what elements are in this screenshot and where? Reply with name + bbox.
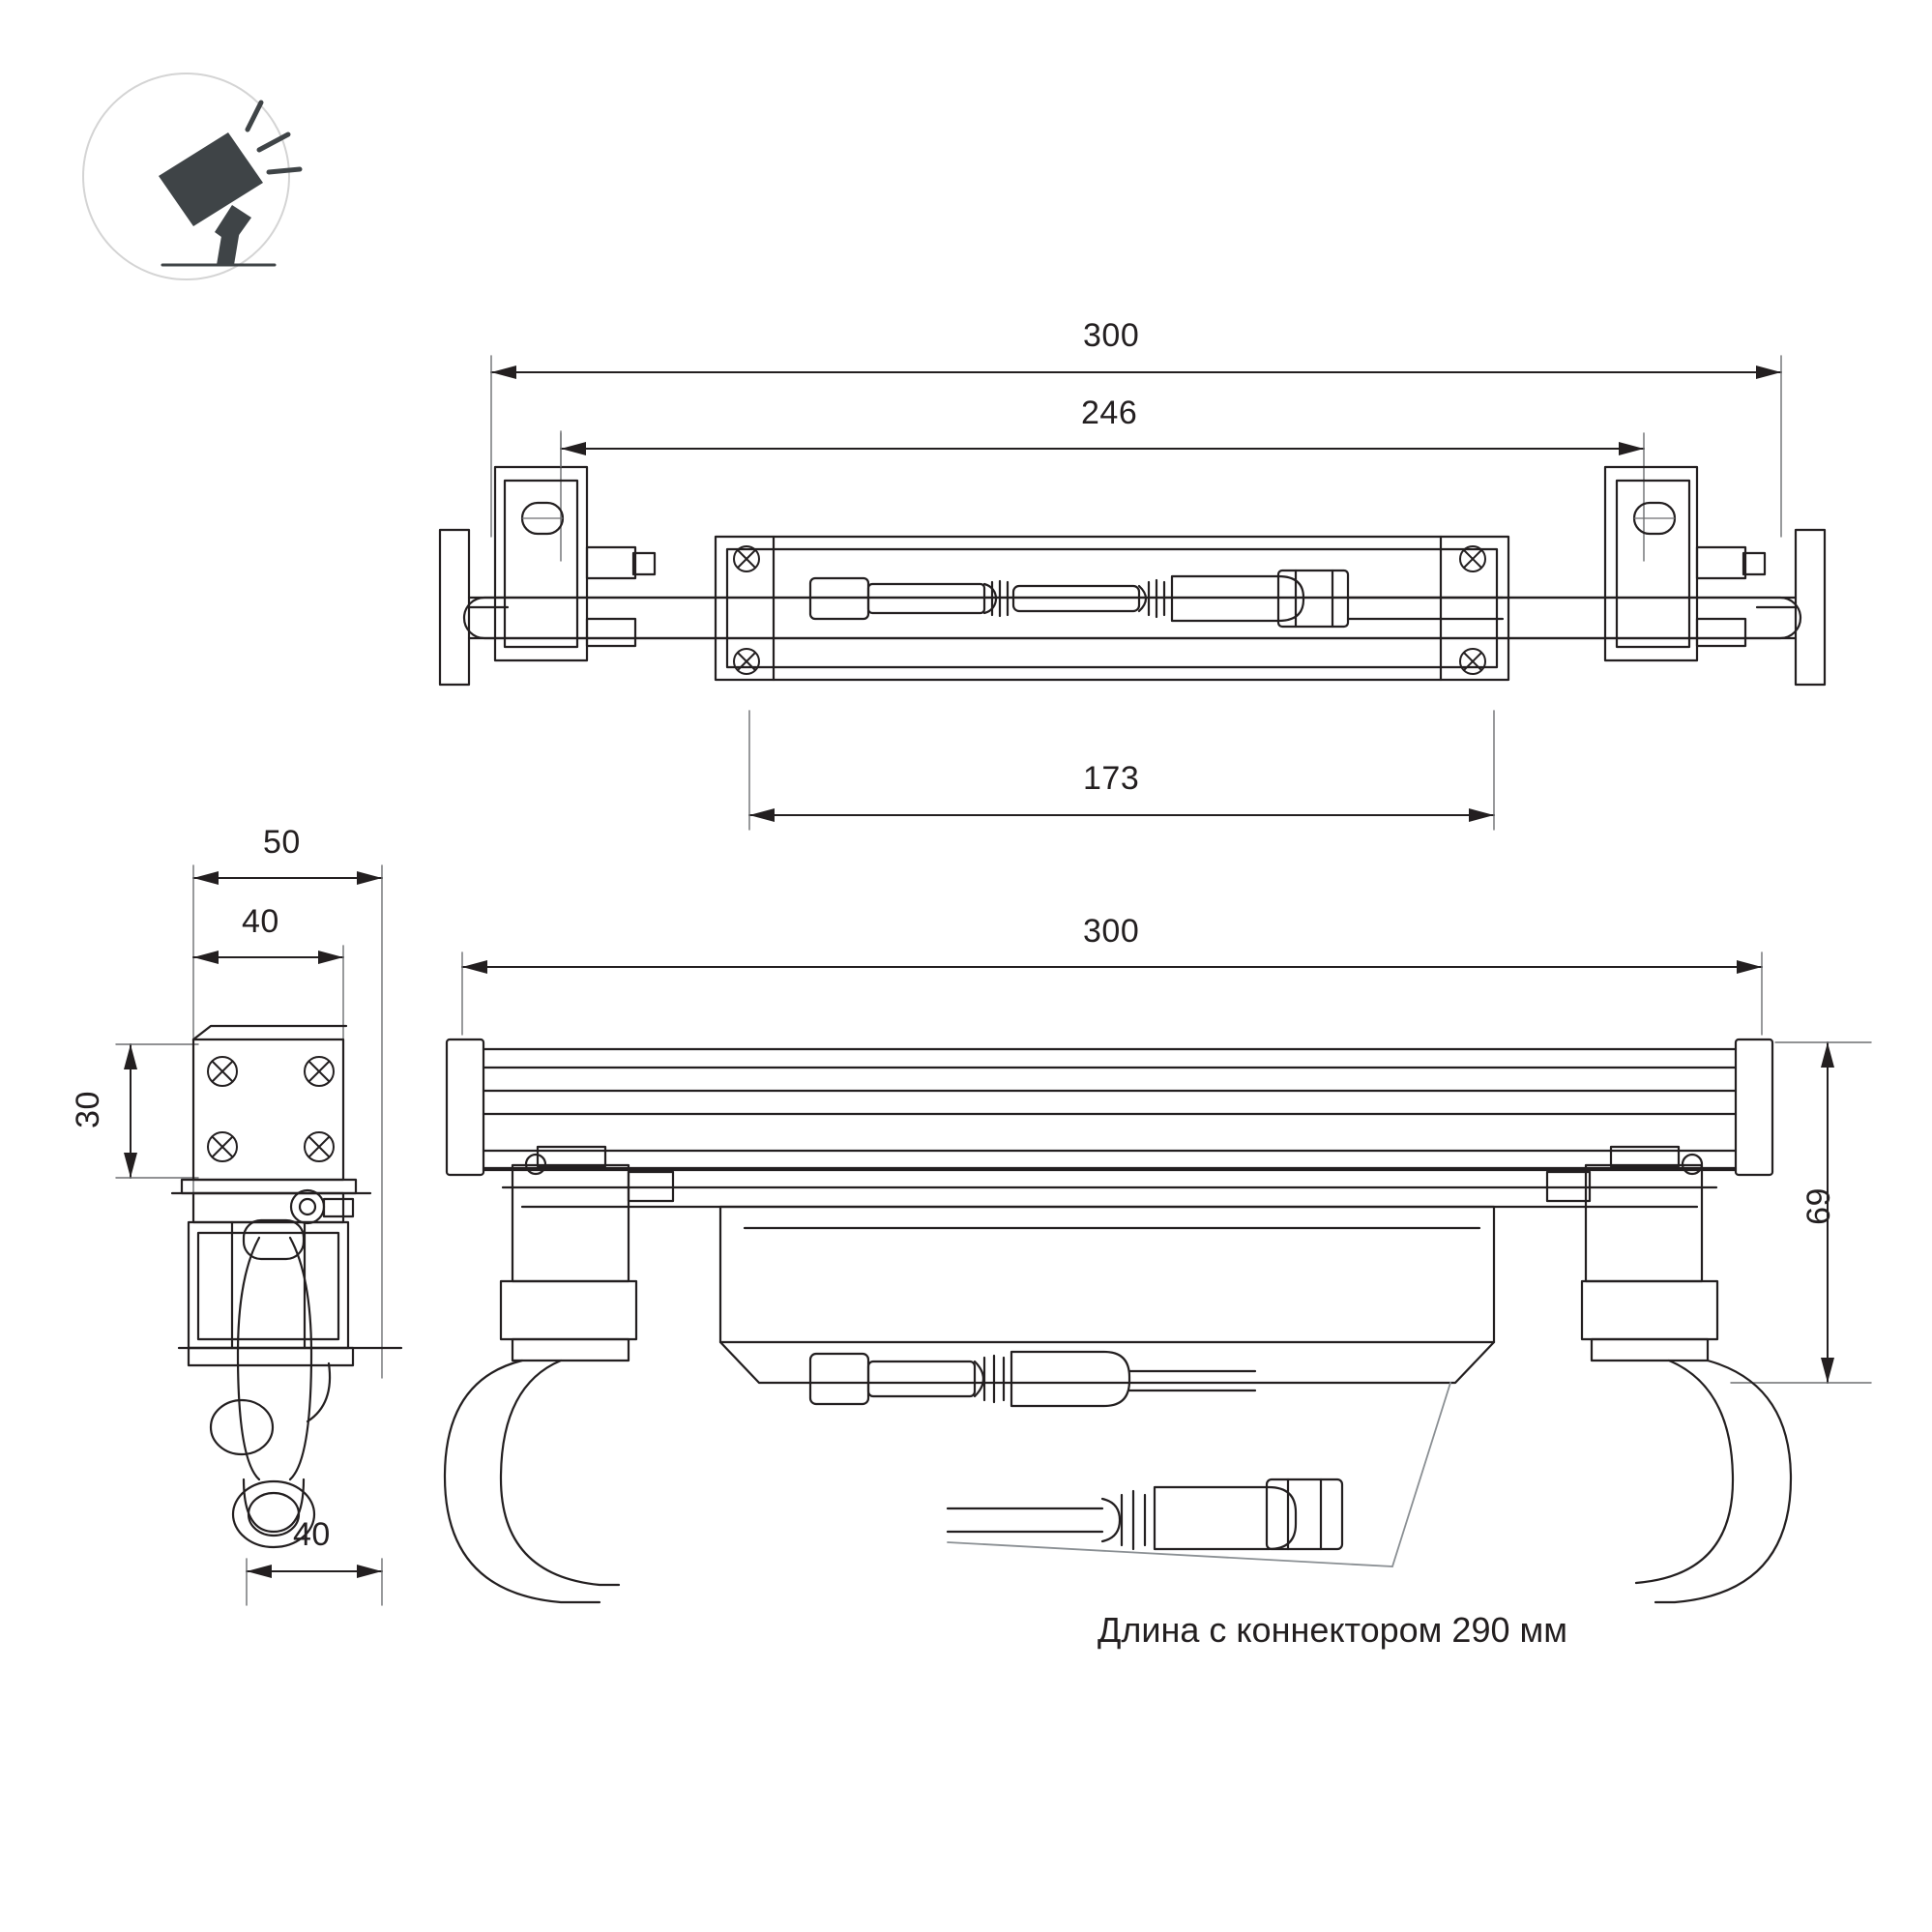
dim-label-300-top: 300 (1083, 317, 1140, 354)
front-view-geometry (445, 1039, 1791, 1602)
dim-40-bottom (247, 1559, 382, 1605)
dim-label-40-bottom: 40 (293, 1516, 331, 1553)
dim-label-50: 50 (263, 824, 301, 861)
dim-label-40-top: 40 (242, 903, 279, 940)
dim-50 (193, 865, 382, 1378)
dim-label-173: 173 (1083, 760, 1140, 797)
dim-label-300-front: 300 (1083, 913, 1140, 950)
dim-30 (116, 1044, 198, 1178)
cable-length-note: Длина с коннектором 290 мм (1098, 1610, 1567, 1650)
spotlight-on-ground-icon (159, 102, 300, 265)
dim-246 (561, 433, 1644, 561)
side-view-geometry (172, 1026, 401, 1547)
top-view-geometry (440, 431, 1825, 685)
dim-300-top (491, 356, 1781, 537)
dim-label-246: 246 (1081, 395, 1138, 431)
dim-300-front (462, 952, 1762, 1035)
dim-label-30: 30 (69, 1091, 106, 1128)
dim-label-69: 69 (1800, 1187, 1837, 1225)
